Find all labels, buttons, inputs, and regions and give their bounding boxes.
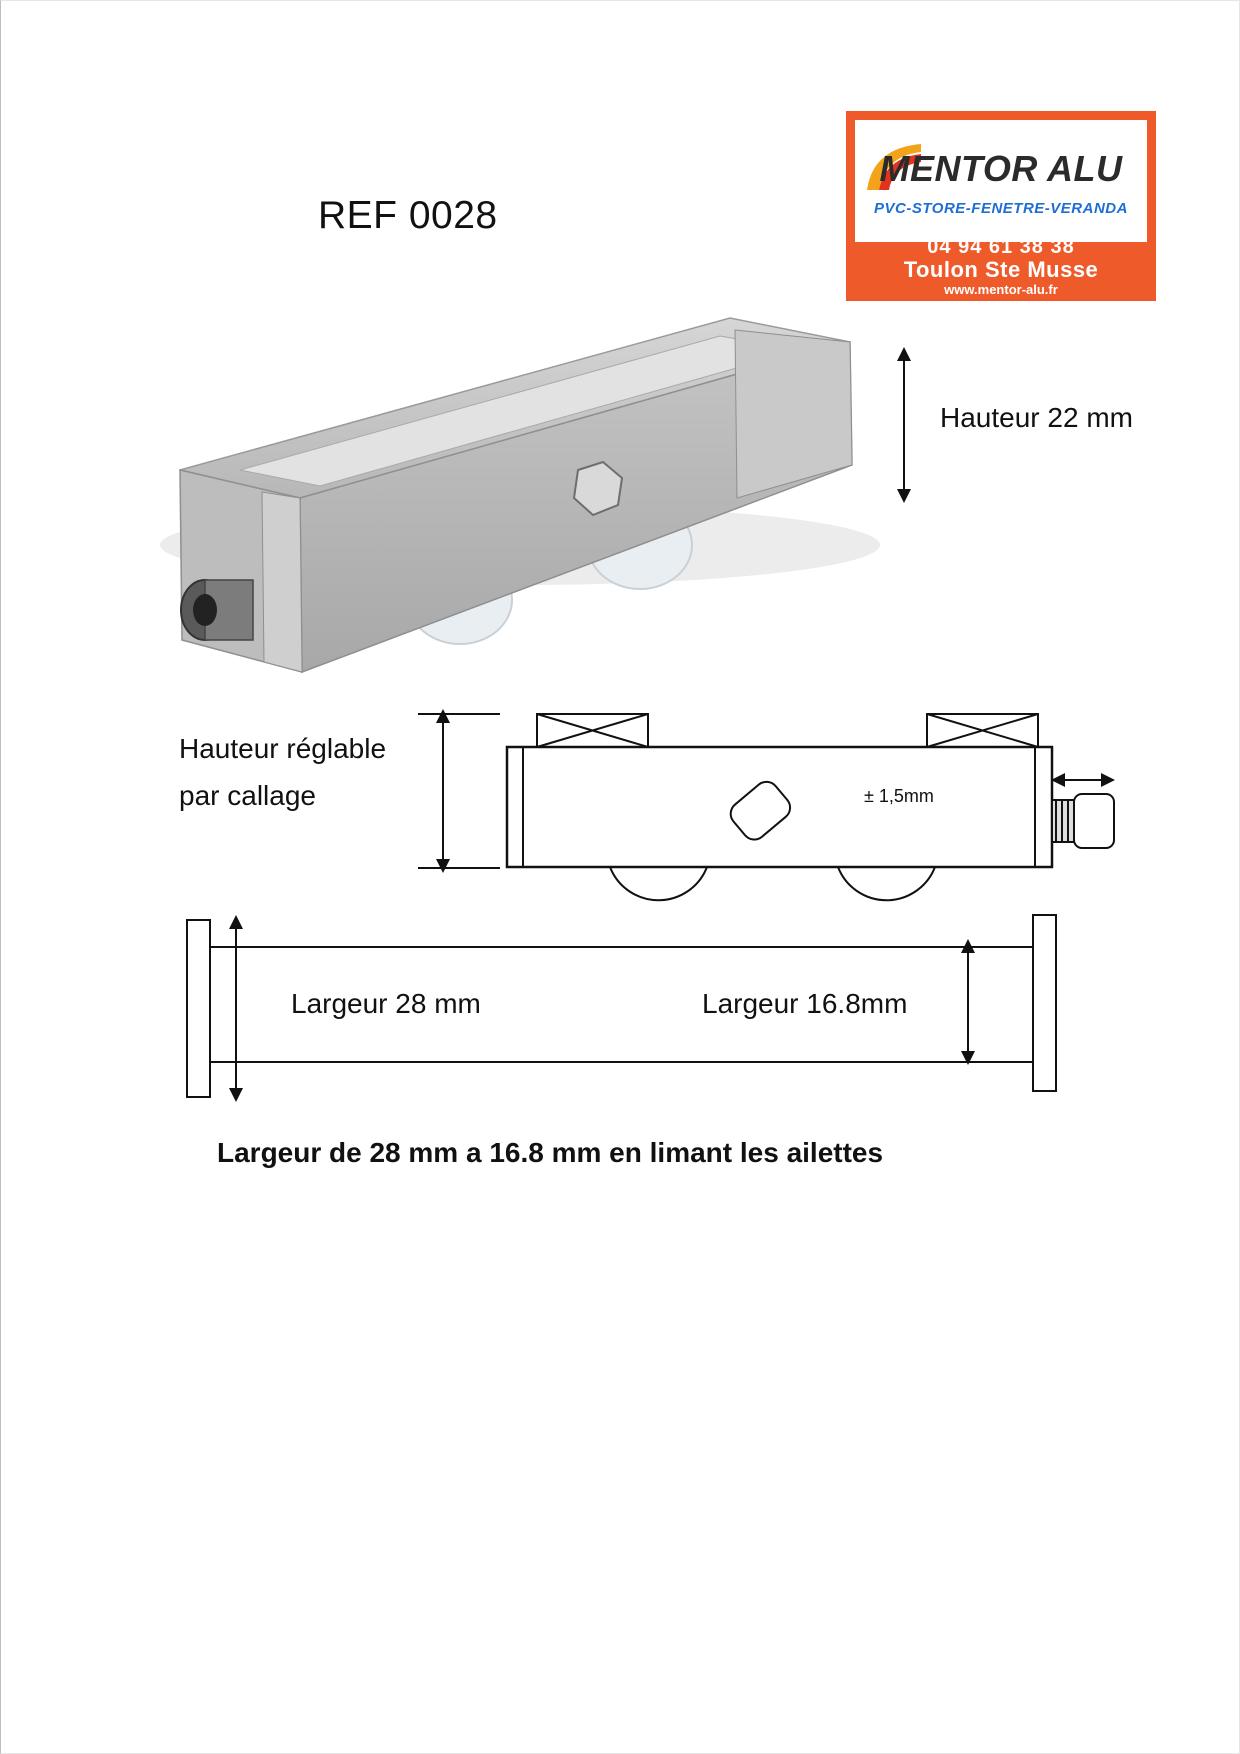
logo-phone: 04 94 61 38 38 (927, 236, 1075, 258)
logo-city: Toulon Ste Musse (903, 257, 1099, 282)
logo-website: www.mentor-alu.fr (944, 282, 1058, 297)
outer-width-label: Largeur 28 mm (291, 988, 481, 1019)
height-label: Hauteur 22 mm (940, 402, 1133, 433)
logo-brand: MENTOR ALU (879, 148, 1123, 189)
width-note: Largeur de 28 mm a 16.8 mm en limant les ailettes (217, 1137, 884, 1168)
side-view-drawing (418, 714, 1114, 900)
logo-tagline: PVC-STORE-FENETRE-VERANDA (874, 200, 1128, 217)
tolerance-label: ± 1,5mm (864, 786, 934, 806)
reference-title: REF 0028 (318, 194, 498, 237)
adjustable-height-label: Hauteur réglable (179, 733, 387, 764)
shimming-label: par callage (179, 780, 316, 811)
inner-width-label: Largeur 16.8mm (702, 988, 908, 1019)
product-photo (160, 318, 880, 672)
